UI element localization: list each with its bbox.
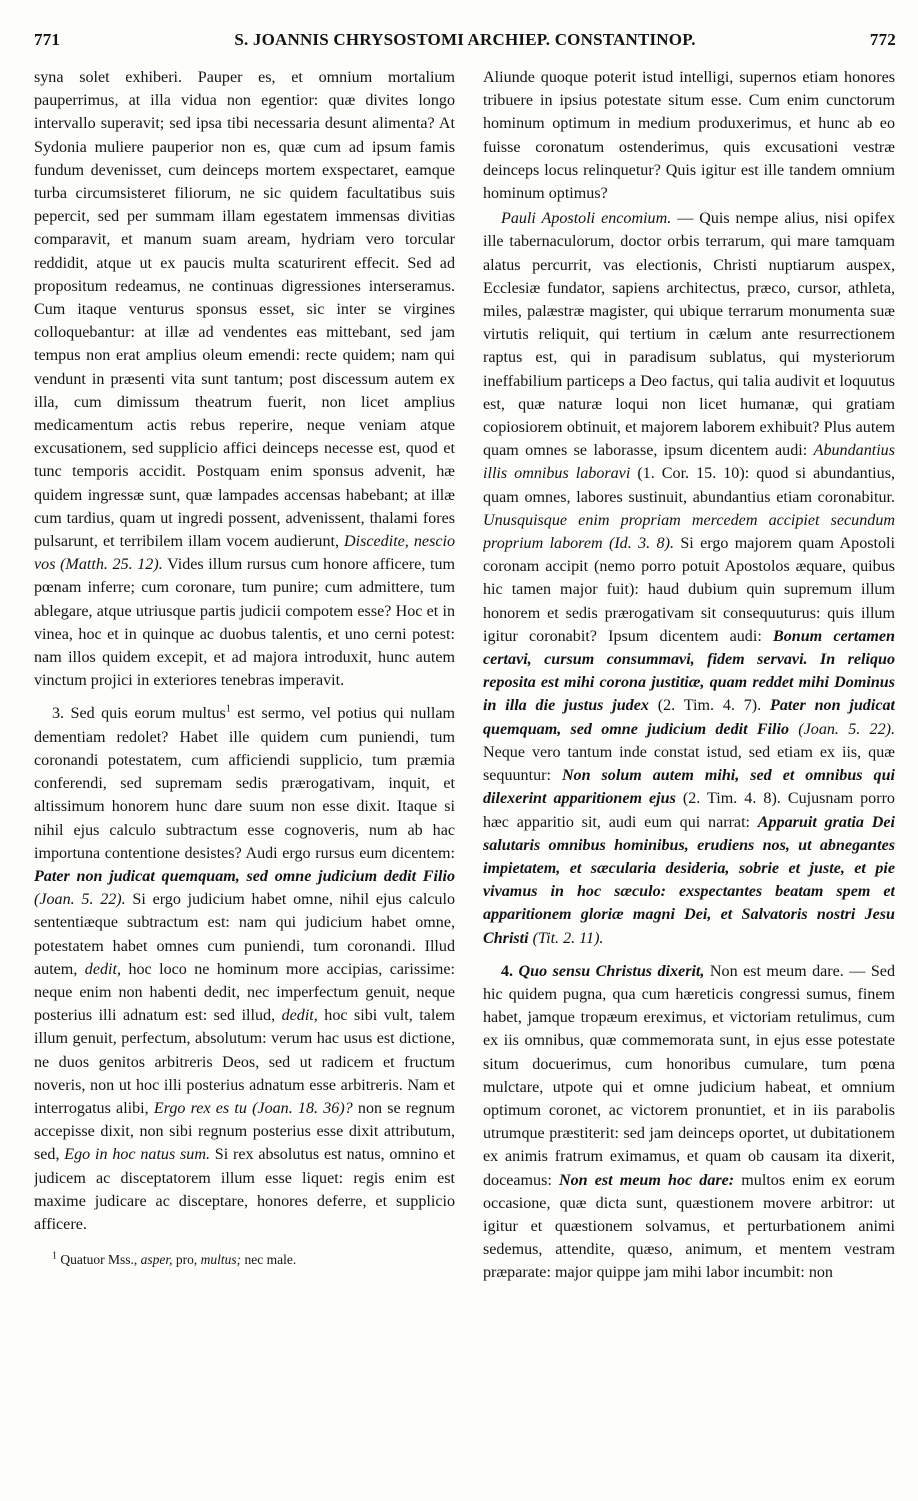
footnote [34,1251,455,1269]
left-paragraph-1 [34,66,455,692]
left-paragraph-2 [34,702,455,1236]
footnote-text: pro, [175,1252,198,1268]
scripture-quote: Non solum autem mihi, sed et omnibus qui dilexerint apparitionem ejus [483,767,895,808]
section-number: 4. [501,962,514,980]
right-paragraph-3 [483,960,895,1285]
body-text: est sermo, vel potius qui nullam dementiam redolet? Habet ille quidem cum puniendi, tum coronandi potestatem, cum afficiendi supplicio, tum præmia conferendi, sed supremam sedis prærogativam, inquit, et altissimum honorem hunc dare suum non esse dixit. Itaque si nihil ejus calculo subtractum esse cognoveris, num ab hac importuna contentione desistes? Audi ergo rursus eum dicentem: [34,705,455,862]
scripture-reference: (2. Tim. 4. 8). [682,790,781,808]
right-paragraph-1: Aliunde quoque poterit istud intelligi, supernos etiam honores tribuere in ipsius potestate situm esse. Cum enim cunctorum hominum optimum in medium produxerimus, et hunc ab eo fuisse coronatum ostenderimus, quis excusationi vestræ deinceps locus relinquetur? Quis igitur est ille tandem omnium hominum optimus? [483,69,895,203]
scripture-quote: Abundantius illis omnibus laboravi [483,442,895,483]
scripture-quote: Unusquisque enim propriam mercedem accipiet secundum proprium laborem [483,511,895,553]
footnote-divider [34,1244,455,1245]
scripture-reference: (Joan. 18. 36)? [252,1099,353,1117]
left-column [34,66,455,1471]
scripture-quote: Apparuit gratia Dei salutaris omnibus hominibus, erudiens nos, ut abnegantes impietatem, et sæcularia desideria, sobrie et juste, et pie vivamus in hoc sæculo: exspectantes beatam spem et apparitionem gloriæ magni Dei, et Salvatoris nostri Jesu Christi [483,813,895,947]
body-text: hoc loco ne hominum more accipias, carissime: neque enim non habenti dedit, nec imperfectum genuit, neque posterius illi adnatum est: sed illud, [34,960,455,1025]
scripture-reference: (2. Tim. 4. 7). [657,697,762,715]
scripture-reference: (Tit. 2. 11). [532,929,604,947]
section-heading: Pauli Apostoli encomium. [501,210,672,228]
scripture-quote: Discedite, nescio vos [34,533,455,574]
body-text: Si rex absolutus est natus, omnino et judicem ac disceptatorem illum esse liquet: regis enim est maxime judicare ac disceptare, honores deferre, et supplicio afficere. [34,1146,455,1233]
footnote-number: 1 [52,1250,57,1262]
footnote-text: nec male. [244,1252,297,1268]
body-text: multos enim ex eorum occasione, quæ dicta sunt, quæstionem movere arbitror: ut igitur et quæstionem solvamus, et perturbationem animi sedemus, attendite, quæso, animum, et mentem vestram præparate: major quippe jam mihi labor incumbit: non [483,1171,895,1282]
body-text: Vides illum rursus cum honore afficere, tum pœnam inferre; cum coronare, tum punire; cum admittere, tum ablegare, atque utriusque partis judicii compotem esse? Hoc et in vinea, hoc et in quinque ac duobus talentis, et uno cerni potest: nam illos quidem excepit, et ad majora introduxit, hunc autem vinctum projici in exteriores tenebras imperavit. [34,556,455,690]
body-text: quod si abundantius, quam omnes, labores sustinuit, abundantius etiam coronabitur. [483,465,895,506]
running-header [34,30,896,56]
scripture-reference: (Joan. 5. 22). [798,720,895,738]
scripture-reference: (Matth. 25. 12). [60,556,163,574]
footnote-variant: multus; [200,1252,242,1268]
scripture-reference: (Joan. 5. 22). [34,891,126,909]
section-heading: Quo sensu Christus dixerit, [518,962,705,980]
emphasis: dedit, [281,1007,318,1025]
scripture-reference: (Id. 3. 8). [608,535,674,553]
scripture-quote: Ego in hoc natus sum. [64,1146,210,1164]
body-text: non se regnum accepisse dixit, non sibi regnum posterius esse dixit attributum, sed, [34,1099,455,1164]
body-text: syna solet exhiberi. Pauper es, et omnium mortalium pauperrimus, at illa vidua non egentior: quæ divites longo intervallo superavit; sed ipsa tibi necessaria desunt alimenta? At Sydonia muliere pauperior non es, quæ cum ad ipsum famis fundum devenisset, cum deinceps mortem exspectaret, eamque turba circumsisteret filiorum, ne sic quidem facultatibus suis pepercit, sed per summam illam egestatem immensas divitias comparavit, et manum suam aream, hydriam vero torcular reddidit, atque ut ex paucis multa scaturirent effecit. Sed ad propositum redeamus, ne continuas digressiones interseramus. Cum itaque venturus sponsus esset, sic inter se virgines colloquebantur: at illæ ad vendentes eas mittebant, sed jam tempus non erat amplius oleum emendi: recte quidem; nam qui vendunt in præsenti vita sunt tantum; post discessum autem ex illa, cum dimissum theatrum fuerit, non licet amplius medicamentum actis rebus reperire, neque veniam atque excusationem, sed supplicio affici deinceps necesse est, quod et tunc temporis accidit. Postquam enim sponsus advenit, hæ quidem ingressæ sunt, quæ lampades accensas habebant; at illæ cum tardius, quam ut ingredi possent, advenissent, thalami fores pulsarunt, et terribilem illam vocem audierunt, [34,69,455,551]
body-text: — Quis nempe alius, nisi opifex ille tabernaculorum, doctor orbis terrarum, qui mare tamquam alatus percurrit, vas electionis, Christi nuptiarum auspex, Ecclesiæ fundator, sapiens architectus, præco, cursor, athleta, miles, palæstræ magister, qui ubique terrarum monumenta suæ virtutis reliquit, qui tertium in cælum ante resurrectionem raptus est, qui in paradisum sublatus, qui mysteriorum ineffabilium particeps a Deo factus, qui talia audivit et loquutus est, quæ naturæ loqui non licet humanæ, qui gratiam copiosiorem obtinuit, et majorem laborem exhibuit? Plus autem quam omnes se laborasse, ipsum dicentem audi: [483,210,895,460]
footnote-text: Quatuor Mss., [60,1252,138,1268]
right-paragraph-2 [483,207,895,950]
body-text: Neque vero tantum inde constat istud, sed etiam ex iis, quæ sequuntur: [483,743,895,785]
scripture-quote: Ergo rex es tu [153,1099,247,1117]
body-text: Si ergo majorem quam Apostoli coronam accipit (nemo porro potuit Apostolos æquare, quibus hic tamen major fuit): haud dubium quin supremum illum honorem et sedis prærogativam sit consequuturus: quis illum igitur coronabit? Ipsum dicentem audi: [483,535,895,645]
body-text: 3. Sed quis eorum multus [52,705,226,723]
page-number-right: 772 [869,30,896,49]
body-text: Cujusnam porro hæc apparitio sit, audi eum qui narrat: [483,790,895,831]
footnote-variant: asper, [140,1252,173,1268]
scripture-quote: Pater non judicat quemquam, sed omne judicium dedit Filio [34,867,455,885]
scripture-quote: Pater non judicat quemquam, sed omne judicium dedit Filio [483,697,895,738]
scripture-quote: Bonum certamen certavi, cursum consummavi, fidem servavi. In reliquo reposita est mihi corona justitiæ, quam reddet mihi Dominus in illa die justus judex [483,627,895,715]
running-title: S. JOANNIS CHRYSOSTOMI ARCHIEP. CONSTANTINOP. [234,30,696,49]
footnote-reference: 1 [225,704,231,716]
scripture-reference: (1. Cor. 15. 10): [637,465,750,483]
body-text: Si ergo judicium habet omne, nihil ejus calculo sententiæque subtractum est: nam qui judicium habet omne, potestatem habet omnes cum puniendi, tum coronandi. Illud autem, [34,891,455,978]
scripture-quote: Non est meum hoc dare: [558,1171,735,1189]
emphasis: dedit, [84,960,121,978]
body-text: hoc sibi vult, talem illum genuit, perfectum, absolutum: verum hac usus est dictione, ne duos genitos arbitreris Deos, sed ut radicem et fructum noveris, non ut hoc illi posterius adnatum esse arbitreris. Nam et interrogatus alibi, [34,1007,455,1117]
page-number-left: 771 [34,30,61,49]
right-column [483,66,895,1471]
body-text: Non est meum dare. — Sed hic quidem pugna, qua cum hæreticis congressi sumus, finem habet, jamque tropæum ereximus, et victoriam retulimus, cum ex iis omnibus, quæ commemorata sunt, in ejus esse potestate situm docuerimus, cum honoribus cumulare, tum pœna mulctare, utpote qui et omne judicium habeat, et omnium optimum coronet, ac victorem pronuntiet, et in iis parabolis utrumque præstiterit: sed jam deinceps oportet, ut dubitationem ex animis fratrum eximamus, et quam ob causam ita dixerit, doceamus: [483,962,895,1189]
